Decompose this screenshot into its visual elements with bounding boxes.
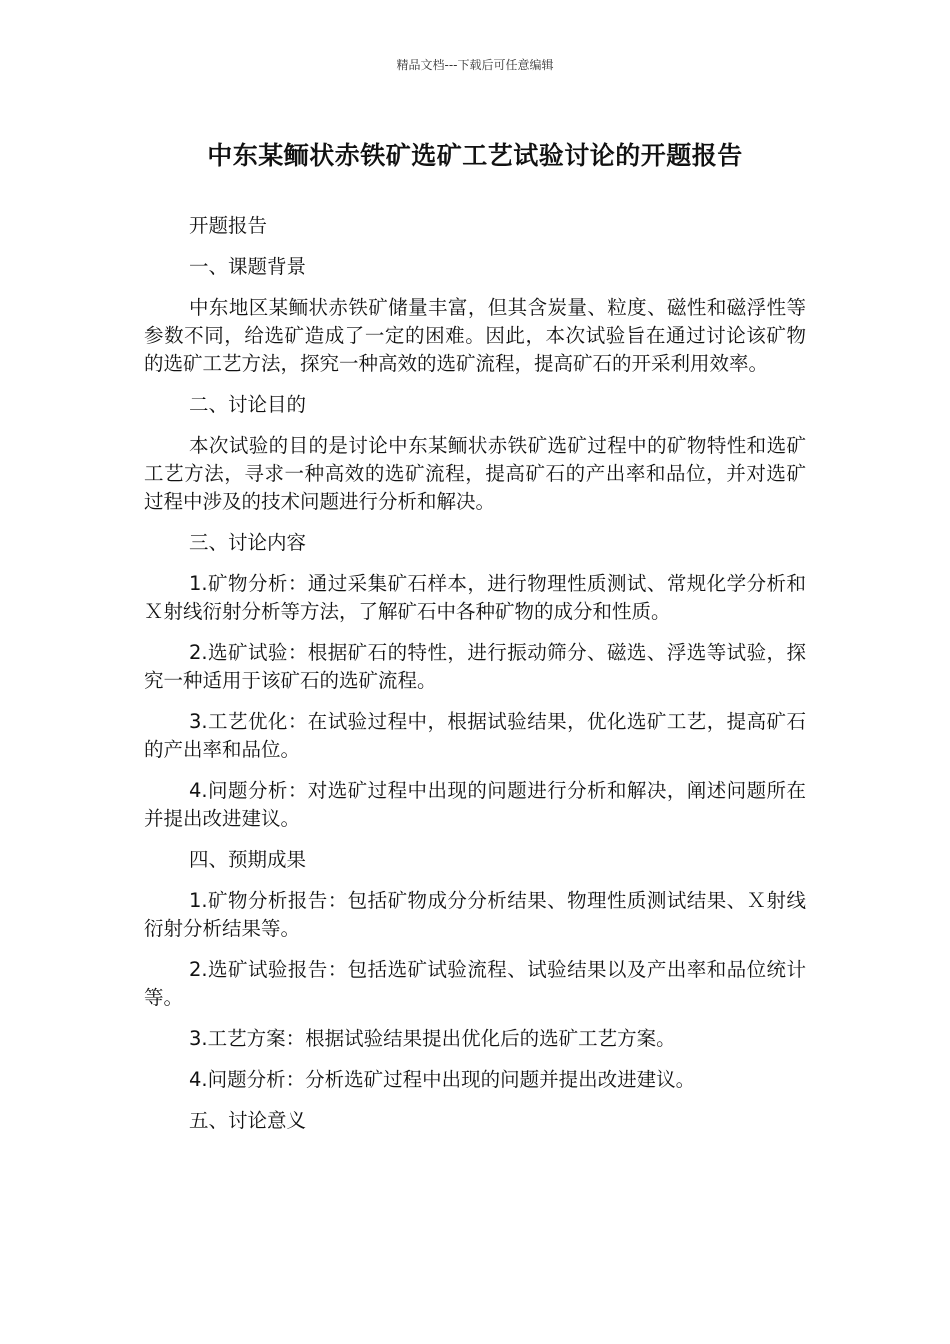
result-item-mineral-report: 1.矿物分析报告：包括矿物成分分析结果、物理性质测试结果、Ｘ射线衍射分析结果等。 — [144, 889, 806, 940]
content-item-process-optimization: 3.工艺优化：在试验过程中，根据试验结果，优化选矿工艺，提高矿石的产出率和品位。 — [144, 710, 806, 761]
content-item-problem-analysis: 4.问题分析：对选矿过程中出现的问题进行分析和解决，阐述问题所在并提出改进建议。 — [144, 779, 806, 830]
section-heading-purpose: 二、讨论目的 — [189, 393, 307, 416]
header-note: 精品文档---下载后可任意编辑 — [396, 58, 554, 72]
section-heading-expected-results: 四、预期成果 — [189, 848, 307, 871]
section-label-report: 开题报告 — [189, 214, 268, 237]
section-heading-content: 三、讨论内容 — [189, 531, 307, 554]
section-heading-significance: 五、讨论意义 — [189, 1109, 307, 1132]
section-heading-background: 一、课题背景 — [189, 255, 307, 278]
content-item-mineral-analysis: 1.矿物分析：通过采集矿石样本，进行物理性质测试、常规化学分析和Ｘ射线衍射分析等方法，了解矿石中各种矿物的成分和性质。 — [144, 572, 806, 623]
content-item-beneficiation-test: 2.选矿试验：根据矿石的特性，进行振动筛分、磁选、浮选等试验，探究一种适用于该矿石的选矿流程。 — [144, 641, 806, 692]
paragraph-purpose: 本次试验的目的是讨论中东某鲕状赤铁矿选矿过程中的矿物特性和选矿工艺方法，寻求一种高效的选矿流程，提高矿石的产出率和品位，并对选矿过程中涉及的技术问题进行分析和解决。 — [144, 434, 806, 513]
document-body — [144, 212, 806, 1148]
result-item-process-plan: 3.工艺方案：根据试验结果提出优化后的选矿工艺方案。 — [189, 1027, 676, 1050]
result-item-problem-analysis: 4.问题分析：分析选矿过程中出现的问题并提出改进建议。 — [189, 1068, 696, 1091]
document-title: 中东某鲕状赤铁矿选矿工艺试验讨论的开题报告 — [207, 141, 743, 170]
paragraph-background: 中东地区某鲕状赤铁矿储量丰富，但其含炭量、粒度、磁性和磁浮性等参数不同，给选矿造成了一定的困难。因此，本次试验旨在通过讨论该矿物的选矿工艺方法，探究一种高效的选矿流程，提高矿石的开采利用效率。 — [144, 296, 806, 375]
result-item-test-report: 2.选矿试验报告：包括选矿试验流程、试验结果以及产出率和品位统计等。 — [144, 958, 806, 1009]
